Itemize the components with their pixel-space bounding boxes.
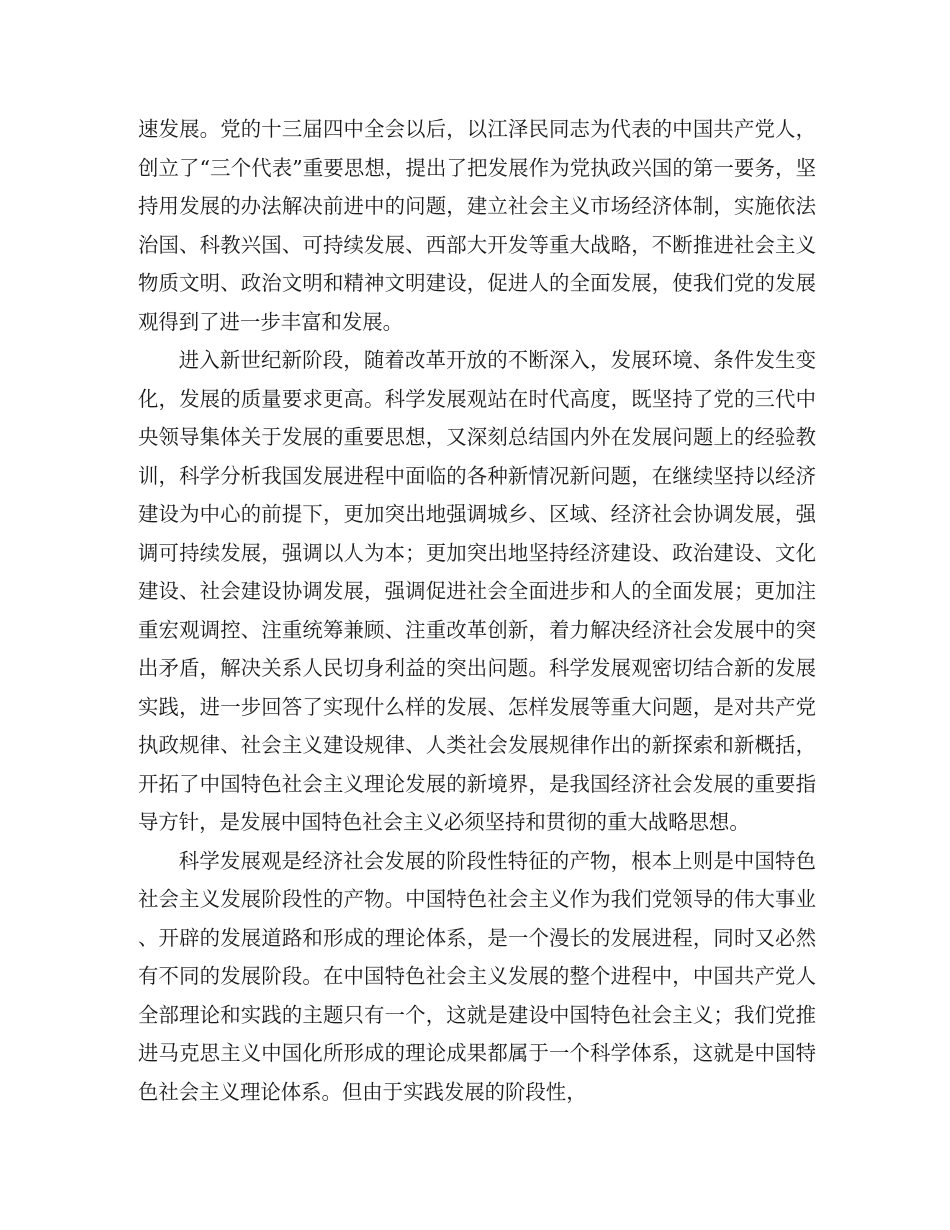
paragraph-2: 进入新世纪新阶段，随着改革开放的不断深入，发展环境、条件发生变化，发展的质量要求更高。科学发展观站在时代高度，既坚持了党的三代中央领导集体关于发展的重要思想，又深刻总结国内外在发展问题上的经验教训，科学分析我国发展进程中面临的各种新情况新问题，在继续坚持以经济建设为中心的前提下，更加突出地强调城乡、区域、经济社会协调发展，强调可持续发展，强调以人为本；更加突出地坚持经济建设、政治建设、文化建设、社会建设协调发展，强调促进社会全面进步和人的全面发展；更加注重宏观调控、注重统筹兼顾、注重改革创新，着力解决经济社会发展中的突出矛盾，解决关系人民切身利益的突出问题。科学发展观密切结合新的发展实践，进一步回答了实现什么样的发展、怎样发展等重大问题，是对共产党执政规律、社会主义建设规律、人类社会发展规律作出的新探索和新概括，开拓了中国特色社会主义理论发展的新境界，是我国经济社会发展的重要指导方针，是发展中国特色社会主义必须坚持和贯彻的重大战略思想。 [138,348,816,834]
paragraph-3: 科学发展观是经济社会发展的阶段性特征的产物，根本上则是中国特色社会主义发展阶段性的产物。中国特色社会主义作为我们党领导的伟大事业、开辟的发展道路和形成的理论体系，是一个漫长的发展进程，同时又必然有不同的发展阶段。在中国特色社会主义发展的整个进程中，中国共产党人全部理论和实践的主题只有一个，这就是建设中国特色社会主义；我们党推进马克思主义中国化所形成的理论成果都属于一个科学体系，这就是中国特色社会主义理论体系。但由于实践发展的阶段性， [138,848,816,1104]
document-body [138,110,816,1111]
paragraph-1: 速发展。党的十三届四中全会以后，以江泽民同志为代表的中国共产党人，创立了“三个代表”重要思想，提出了把发展作为党执政兴国的第一要务，坚持用发展的办法解决前进中的问题，建立社会主义市场经济体制，实施依法治国、科教兴国、可持续发展、西部大开发等重大战略，不断推进社会主义物质文明、政治文明和精神文明建设，促进人的全面发展，使我们党的发展观得到了进一步丰富和发展。 [138,117,816,334]
